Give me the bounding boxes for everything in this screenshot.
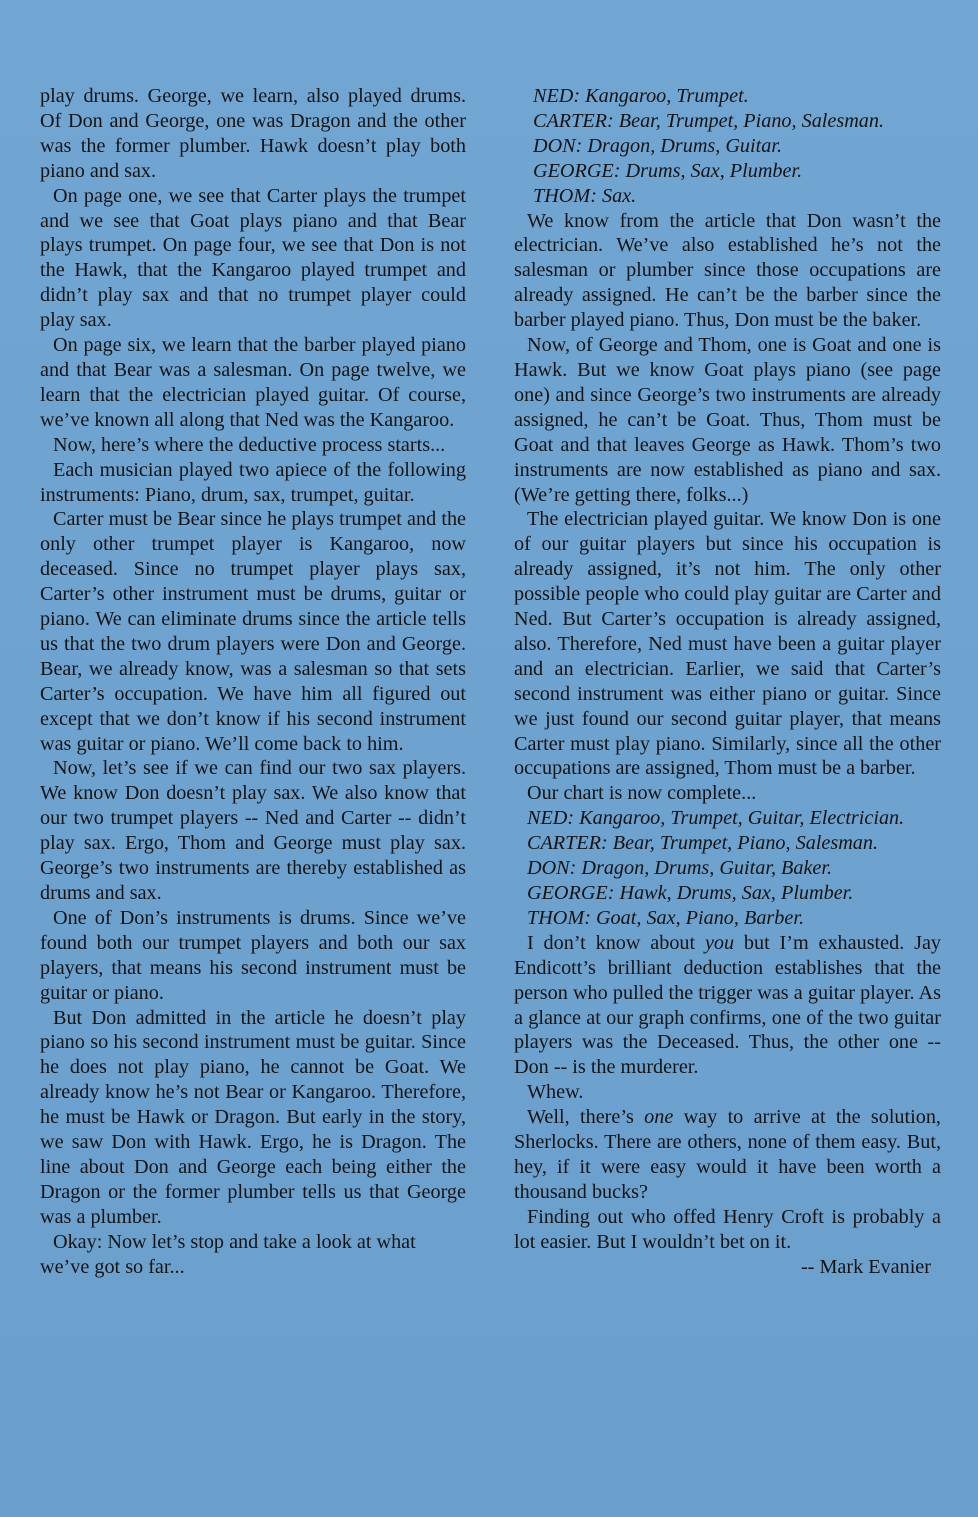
paragraph: Our chart is now complete... xyxy=(527,782,757,805)
right-column xyxy=(514,84,941,1280)
paragraph: Now, let’s see if we can find our two sax players. We know Don doesn’t play sax. We also know that our two trumpet players -- Ned and Carter -- didn’t play sax. Ergo, Thom and George must play sax. George’s two instruments are thereby established as drums and sax. xyxy=(40,757,466,904)
chart-line: CARTER: Bear, Trumpet, Piano, Salesman. xyxy=(527,832,879,855)
emphasis: you xyxy=(704,931,735,954)
paragraph xyxy=(514,931,941,1080)
chart-line: DON: Dragon, Drums, Guitar. xyxy=(533,134,783,157)
text-run: way to arrive at the solution, Sherlocks. There are others, none of them easy. But, hey, if it were easy would it have been worth a thousand bucks? xyxy=(514,1106,941,1203)
chart-line: DON: Dragon, Drums, Guitar, Baker. xyxy=(527,857,833,880)
left-column xyxy=(40,84,466,1280)
chart-line: CARTER: Bear, Trumpet, Piano, Salesman. xyxy=(533,109,885,132)
chart-line: THOM: Sax. xyxy=(533,184,637,207)
text-run: Well, there’s xyxy=(527,1106,645,1129)
paragraph: Each musician played two apiece of the following instruments: Piano, drum, sax, trumpet, guitar. xyxy=(40,458,466,506)
paragraph: Okay: Now let’s stop and take a look at what we’ve got so far... xyxy=(40,1230,416,1278)
chart-line: NED: Kangaroo, Trumpet, Guitar, Electrician. xyxy=(527,807,905,830)
paragraph: Whew. xyxy=(527,1081,584,1104)
complete-chart xyxy=(514,806,941,931)
paragraph: One of Don’s instruments is drums. Since we’ve found both our trumpet players and both our sax players, that means his second instrument must be guitar or piano. xyxy=(40,906,466,1004)
partial-chart xyxy=(514,84,941,209)
paragraph xyxy=(514,1105,941,1205)
paragraph: On page six, we learn that the barber played piano and that Bear was a salesman. On page twelve, we learn that the electrician played guitar. Of course, we’ve known all along that Ned was the Kangaroo. xyxy=(40,334,466,431)
paragraph: Carter must be Bear since he plays trumpet and the only other trumpet player is Kangaroo, now deceased. Since no trumpet player plays sax, Carter’s other instrument must be drums, guitar or piano. We can eliminate drums since the article tells us that the two drum players were Don and George. Bear, we already know, was a salesman so that sets Carter’s occupation. We have him all figured out except that we don’t know if his second instrument was guitar or piano. We’ll come back to him. xyxy=(40,508,466,755)
paragraph: On page one, we see that Carter plays the trumpet and we see that Goat plays piano and that Bear plays trumpet. On page four, we see that Don is not the Hawk, that the Kangaroo played trumpet and didn’t play sax and that no trumpet player could play sax. xyxy=(40,184,466,332)
paragraph: But Don admitted in the article he doesn’t play piano so his second instrument must be guitar. Since he does not play piano, he cannot be Goat. We already know he’s not Bear or Kangaroo. Therefore, he must be Hawk or Dragon. But early in the story, we saw Don with Hawk. Ergo, he is Dragon. The line about Don and George each being either the Dragon or the former plumber tells us that George was a plumber. xyxy=(40,1006,466,1228)
chart-line: THOM: Goat, Sax, Piano, Barber. xyxy=(527,906,804,929)
paragraph: Now, of George and Thom, one is Goat and one is Hawk. But we know Goat plays piano (see page one) and since George’s two instruments are already assigned, he can’t be Goat. Thus, Thom must be Goat and that leaves George as Hawk. Thom’s two instruments are now established as piano and sax. (We’re getting there, folks...) xyxy=(514,334,941,506)
chart-line: GEORGE: Drums, Sax, Plumber. xyxy=(533,159,803,182)
chart-line: GEORGE: Hawk, Drums, Sax, Plumber. xyxy=(527,882,854,904)
paragraph: We know from the article that Don wasn’t the electrician. We’ve also established he’s not the salesman or plumber since those occupations are already assigned. He can’t be the barber since the barber played piano. Thus, Don must be the baker. xyxy=(514,209,941,332)
paragraph: Now, here’s where the deductive process starts... xyxy=(53,433,446,456)
paragraph: The electrician played guitar. We know Don is one of our guitar players but since his occupation is already assigned, it’s not him. The only other possible people who could play guitar are Carter and Ned. But Carter’s occupation is already assigned, also. Therefore, Ned must have been a guitar player and an electrician. Earlier, we said that Carter’s second instrument was either piano or guitar. Since we just found our second guitar player, that means Carter must play piano. Similarly, since all the other occupations are assigned, Thom must be a barber. xyxy=(514,508,941,780)
paragraph: Finding out who offed Henry Croft is probably a lot easier. But I wouldn’t bet on it. xyxy=(514,1205,941,1253)
paragraph: play drums. George, we learn, also played drums. Of Don and George, one was Dragon and the other was the former plumber. Hawk doesn’t play both piano and sax. xyxy=(40,85,466,182)
signature: -- Mark Evanier xyxy=(800,1255,931,1278)
text-run: I don’t know about xyxy=(527,931,705,954)
chart-line: NED: Kangaroo, Trumpet. xyxy=(533,85,749,107)
emphasis: one xyxy=(644,1106,674,1129)
text-run: but I’m exhausted. Jay Endicott’s brilliant deduction establishes that the person who pulled the trigger was a guitar player. As a glance at our graph confirms, one of the two guitar players was the Deceased. Thus, the other one -- Don -- is the murderer. xyxy=(514,931,941,1079)
